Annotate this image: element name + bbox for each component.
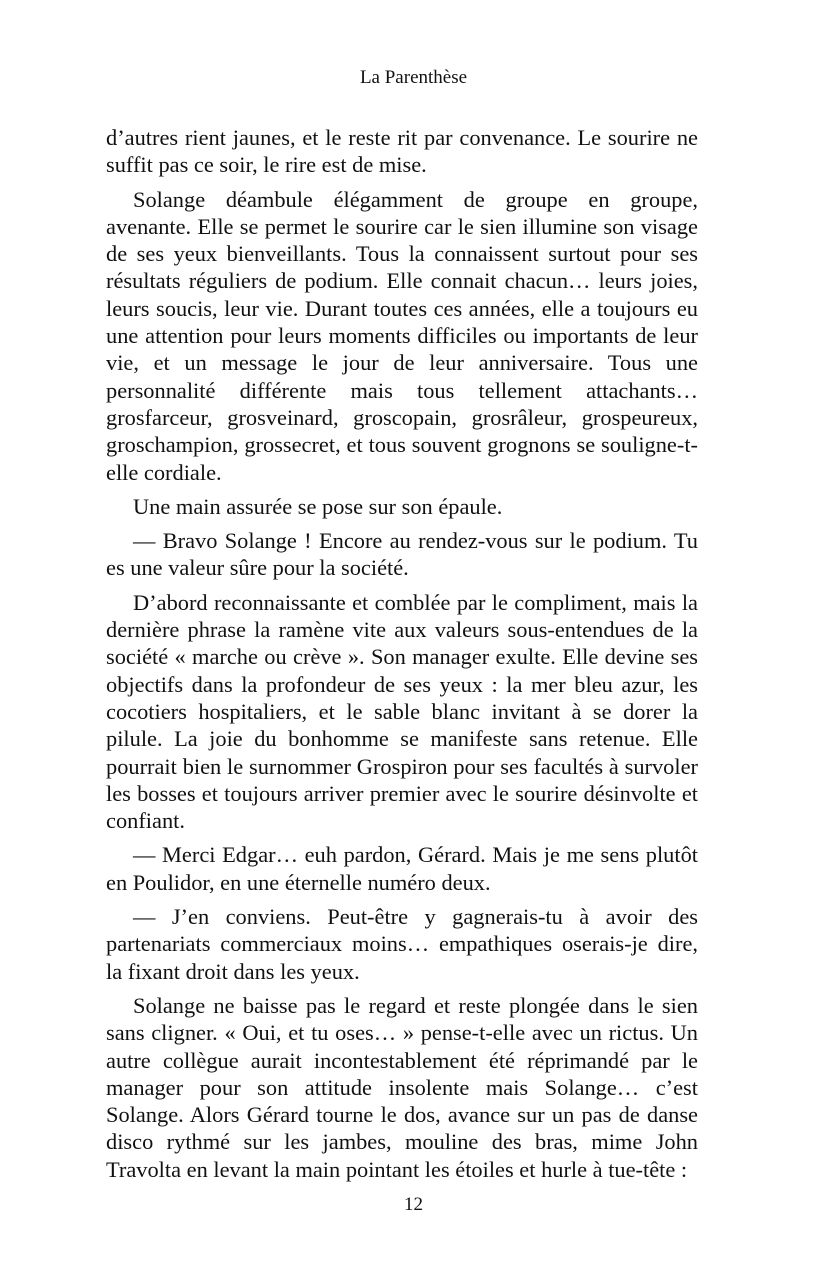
paragraph: — Bravo Solange ! Encore au rendez-vous sur le podium. Tu es une valeur sûre pour la société. — [106, 528, 698, 581]
paragraph: — J’en conviens. Peut-être y gagnerais-tu à avoir des partenariats commerciaux moins… empathiques oserais-je dire, la fixant droit dans les yeux. — [106, 904, 698, 984]
page-number: 12 — [404, 1194, 423, 1215]
paragraph: Solange déambule élégamment de groupe en groupe, avenante. Elle se permet le sourire car le sien illumine son visage de ses yeux bienveillants. Tous la connaissent surtout pour ses résultats réguliers de podium. Elle connait chacun… leurs joies, leurs soucis, leur vie. Durant toutes ces années, elle a toujours eu une attention pour leurs moments difficiles ou importants de leur vie, et un message le jour de leur anniversaire. Tous une personnalité différente mais tous tellement attachants… grosfarceur, grosveinard, groscopain, grosrâleur, grospeureux, groschampion, grossecret, et tous souvent grognons se souligne-t-elle cordiale. — [106, 186, 698, 485]
paragraph: d’autres rient jaunes, et le reste rit par convenance. Le sourire ne suffit pas ce soir, le rire est de mise. — [106, 125, 698, 178]
paragraph: D’abord reconnaissante et comblée par le compliment, mais la dernière phrase la ramène vite aux valeurs sous-entendues de la société « marche ou crève ». Son manager exulte. Elle devine ses objectifs dans la profondeur de ses yeux : la mer bleu azur, les cocotiers hospitaliers, et le sable blanc invitant à se dorer la pilule. La joie du bonhomme se manifeste sans retenue. Elle pourrait bien le surnommer Grospiron pour ses facultés à survoler les bosses et toujours arriver premier avec le sourire désinvolte et confiant. — [106, 589, 698, 834]
running-title: La Parenthèse — [359, 67, 468, 88]
paragraph: — Merci Edgar… euh pardon, Gérard. Mais je me sens plutôt en Poulidor, en une éternelle numéro deux. — [106, 842, 698, 895]
paragraph: Une main assurée se pose sur son épaule. — [133, 493, 503, 519]
body-text — [106, 124, 698, 1190]
paragraph: Solange ne baisse pas le regard et reste plongée dans le sien sans cligner. « Oui, et tu oses… » pense-t-elle avec un rictus. Un autre collègue aurait incontestablement été réprimandé par le manager pour son attitude insolente mais Solange… c’est Solange. Alors Gérard tourne le dos, avance sur un pas de danse disco rythmé sur les jambes, mouline des bras, mime John Travolta en levant la main pointant les étoiles et hurle à tue-tête : — [106, 992, 698, 1182]
